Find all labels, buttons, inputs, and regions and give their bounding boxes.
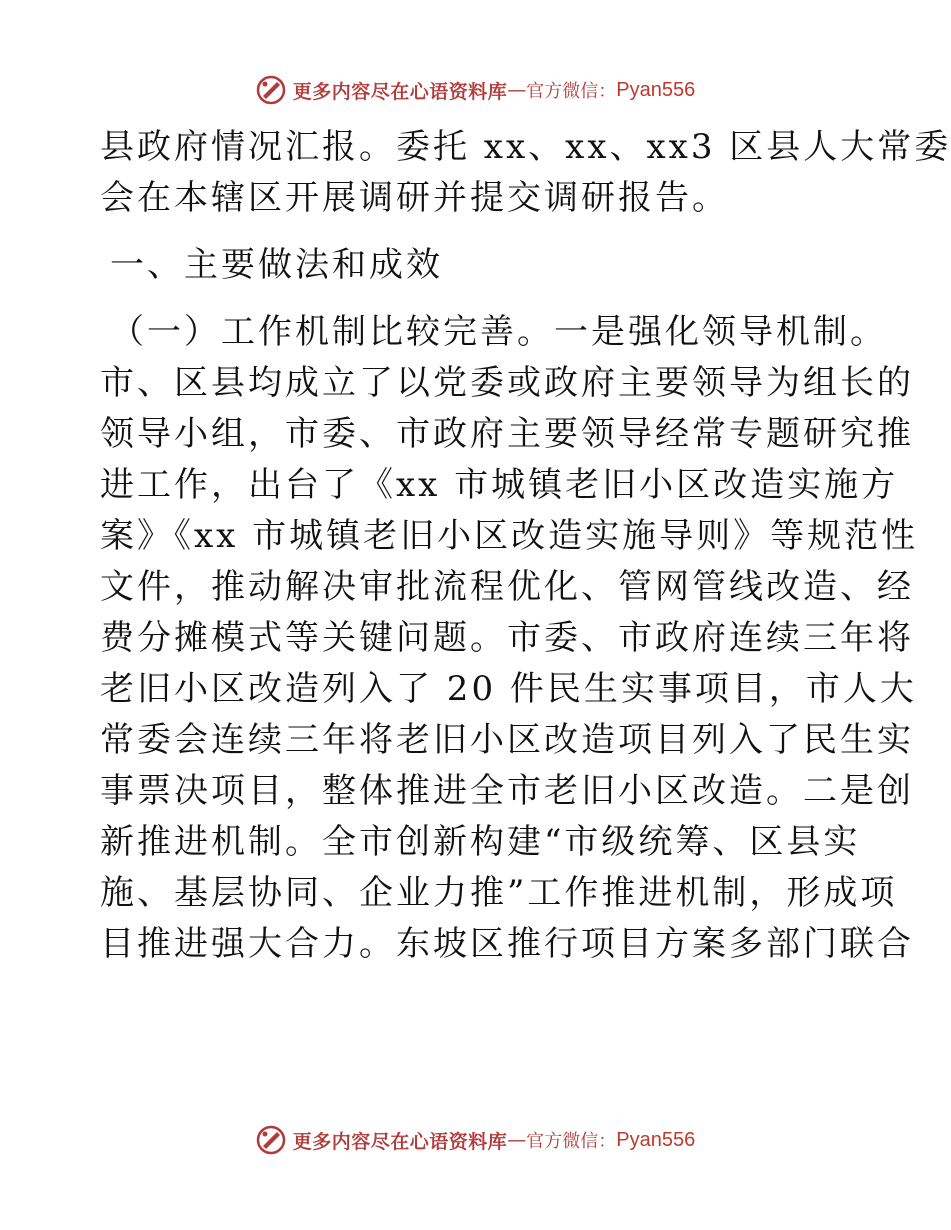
text-line: 常委会连续三年将老旧小区改造项目列入了民生实 bbox=[100, 720, 914, 760]
header-separator: — bbox=[507, 79, 527, 101]
seal-logo-icon bbox=[255, 1124, 287, 1156]
footer-wechat-label: 官方微信： bbox=[526, 1131, 617, 1152]
text-line: 新推进机制。全市创新构建“市级统筹、区县实 bbox=[100, 822, 861, 862]
text-line: 费分摊模式等关键问题。市委、市政府连续三年将 bbox=[100, 618, 914, 658]
text-line: （一）工作机制比较完善。一是强化领导机制。 bbox=[110, 312, 887, 352]
text-line: 进工作，出台了《xx 市城镇老旧小区改造实施方 bbox=[100, 465, 899, 505]
text-line: 文件，推动解决审批流程优化、管网管线改造、经 bbox=[100, 567, 914, 607]
header-banner bbox=[0, 70, 950, 110]
footer-separator: — bbox=[507, 1129, 527, 1151]
text-line: 事票决项目，整体推进全市老旧小区改造。二是创 bbox=[100, 771, 914, 811]
section-heading: 一、主要做法和成效 bbox=[110, 245, 443, 285]
footer-banner bbox=[0, 1120, 950, 1160]
text-line: 会在本辖区开展调研并提交调研报告。 bbox=[100, 178, 729, 218]
document-body bbox=[100, 122, 951, 970]
header-text: 更多内容尽在心语资料库 bbox=[292, 80, 508, 103]
text-line: 市、区县均成立了以党委或政府主要领导为组长的 bbox=[100, 363, 914, 403]
text-line: 案》《xx 市城镇老旧小区改造实施导则》等规范性 bbox=[100, 516, 919, 556]
seal-logo-icon bbox=[255, 74, 287, 106]
text-line: 施、基层协同、企业力推”工作推进机制，形成项 bbox=[100, 873, 898, 913]
text-line: 领导小组，市委、市政府主要领导经常专题研究推 bbox=[100, 414, 914, 454]
text-line: 目推进强大合力。东坡区推行项目方案多部门联合 bbox=[100, 924, 914, 964]
text-line: 老旧小区改造列入了 20 件民生实事项目，市人大 bbox=[100, 669, 917, 709]
header-wechat-label: 官方微信： bbox=[526, 81, 617, 102]
footer-text: 更多内容尽在心语资料库 bbox=[292, 1130, 508, 1153]
footer-wechat-id: Pyan556 bbox=[616, 1128, 696, 1151]
text-line: 县政府情况汇报。委托 xx、xx、xx3 区县人大常委 bbox=[100, 127, 951, 167]
header-wechat-id: Pyan556 bbox=[616, 78, 696, 101]
